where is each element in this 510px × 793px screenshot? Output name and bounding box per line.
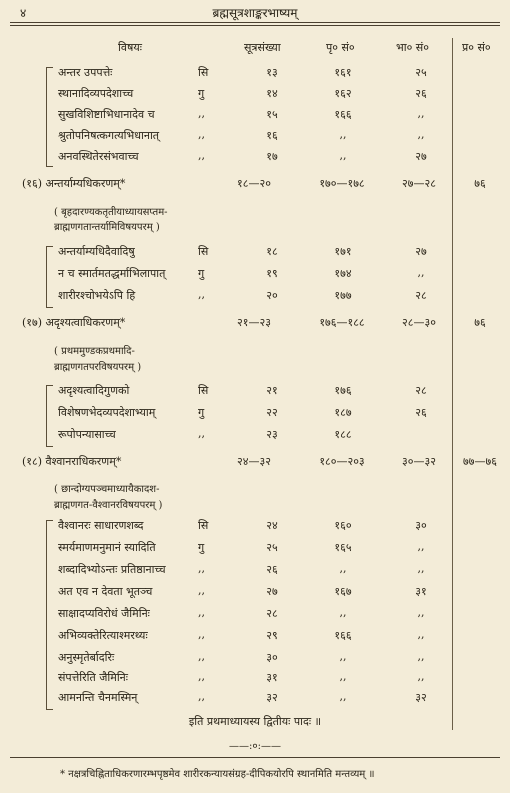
table-row: न च स्मार्तमतद्धर्माभिलापात् गु १९ १७४ ,,: [58, 266, 425, 280]
col-sutra-header: सूत्रसंख्या: [244, 41, 281, 54]
ornament-divider: ——:०:——: [229, 741, 281, 752]
section-heading: (१७) अदृश्यत्वाधिकरणम्* २१—२३ १७६—१८८ २८—३० ७६: [22, 316, 486, 329]
section-note: ( छान्दोग्यपञ्चमाध्यायैकादश-: [54, 484, 160, 495]
header-rule: [10, 22, 500, 23]
section-note: ब्राह्मणगतपरविषयपरम् ): [54, 362, 142, 373]
page-title: ब्रह्मसूत्रशाङ्करभाष्यम्: [212, 6, 298, 20]
table-row: अन्तर्याम्यधिदैवादिषु सि १८ १७१ २७: [58, 245, 427, 258]
table-row: अनवस्थितेरसंभवाच्च ,, १७ ,, २७: [58, 149, 427, 163]
col-topic-header: विषयः: [118, 41, 142, 54]
table-row: रूपोपन्यासाच्च ,, २३ १८८: [58, 427, 352, 441]
col-pp-header: पृ० सं०: [326, 41, 355, 54]
table-row: विशेषणभेदव्यपदेशाभ्याम् गु २२ १८७ २६: [58, 406, 427, 419]
table-row: शब्दादिभ्योऽन्तः प्रतिष्ठानाच्च ,, २६ ,, ,,: [58, 562, 425, 576]
section-note: ( प्रथममुण्डकप्रथमादि-: [54, 346, 135, 357]
table-row: अभिव्यक्तेरित्याश्मरथ्यः ,, २९ १६६ ,,: [58, 628, 425, 642]
section-note: ब्राह्मणगतान्तर्यामिविषयपरम् ): [54, 222, 160, 233]
page-number: ४: [20, 6, 27, 20]
group-bracket: [46, 385, 53, 447]
table-row: आमनन्ति चैनमस्मिन् ,, ३२ ,, ३२: [58, 690, 427, 704]
table-row: सुखविशिष्टाभिधानादेव च ,, १५ १६६ ,,: [58, 107, 425, 121]
table-row: स्मर्यमाणमनुमानं स्यादिति गु २५ १६५ ,,: [58, 540, 425, 554]
table-row: अदृश्यत्वादिगुणको सि २१ १७६ २८: [58, 384, 427, 397]
footnote-rule: [10, 757, 500, 758]
section-end-line: इति प्रथमाध्यायस्य द्वितीयः पादः ॥: [188, 715, 322, 728]
table-row: शारीरश्चोभयेऽपि हि ,, २० १७७ २८: [58, 288, 427, 302]
footnote: * नक्षत्रचिह्निताधिकरणारम्भपृष्ठमेव शारीरकन्यायसंग्रह-दीपिकयोरपि स्थानमिति मन्तव्यम् ॥: [60, 769, 375, 780]
table-row: श्रुतोपनिषत्कगत्यभिधानात् ,, १६ ,, ,,: [58, 128, 425, 142]
table-row: स्थानादिव्यपदेशाच्च गु १४ १६२ २६: [58, 87, 427, 100]
table-row: संपत्तेरिति जैमिनिः ,, ३१ ,, ,,: [58, 670, 425, 684]
table-row: साक्षादप्यविरोधं जैमिनिः ,, २८ ,, ,,: [58, 606, 425, 620]
col-pr-header: प्र० सं०: [462, 41, 491, 54]
group-bracket: [46, 67, 53, 167]
header-rule-2: [10, 25, 500, 26]
section-note: ब्राह्मणगत-वैश्वानरविषयपरम् ): [54, 500, 163, 511]
table-row: अनुस्मृतेर्बादरिः ,, ३० ,, ,,: [58, 650, 425, 664]
col-bh-header: भा० सं०: [396, 41, 429, 54]
section-heading: (१८) वैश्वानराधिकरणम्* २४—३२ १८०—२०३ ३०—३२ ७७—७६: [22, 455, 497, 468]
group-bracket: [46, 246, 53, 308]
table-row: अन्तर उपपत्तेः सि १३ १६१ २५: [58, 66, 427, 79]
group-bracket: [46, 520, 53, 710]
table-row: वैश्वानरः साधारणशब्द सि २४ १६० ३०: [58, 519, 427, 532]
section-heading: (१६) अन्तर्याम्यधिकरणम्* १८—२० १७०—१७८ २७—२८ ७६: [22, 177, 486, 190]
section-note: ( बृहदारण्यकतृतीयाध्यायसप्तम-: [54, 207, 168, 218]
table-row: अत एव न देवता भूतञ्च ,, २७ १६७ ३१: [58, 584, 427, 598]
